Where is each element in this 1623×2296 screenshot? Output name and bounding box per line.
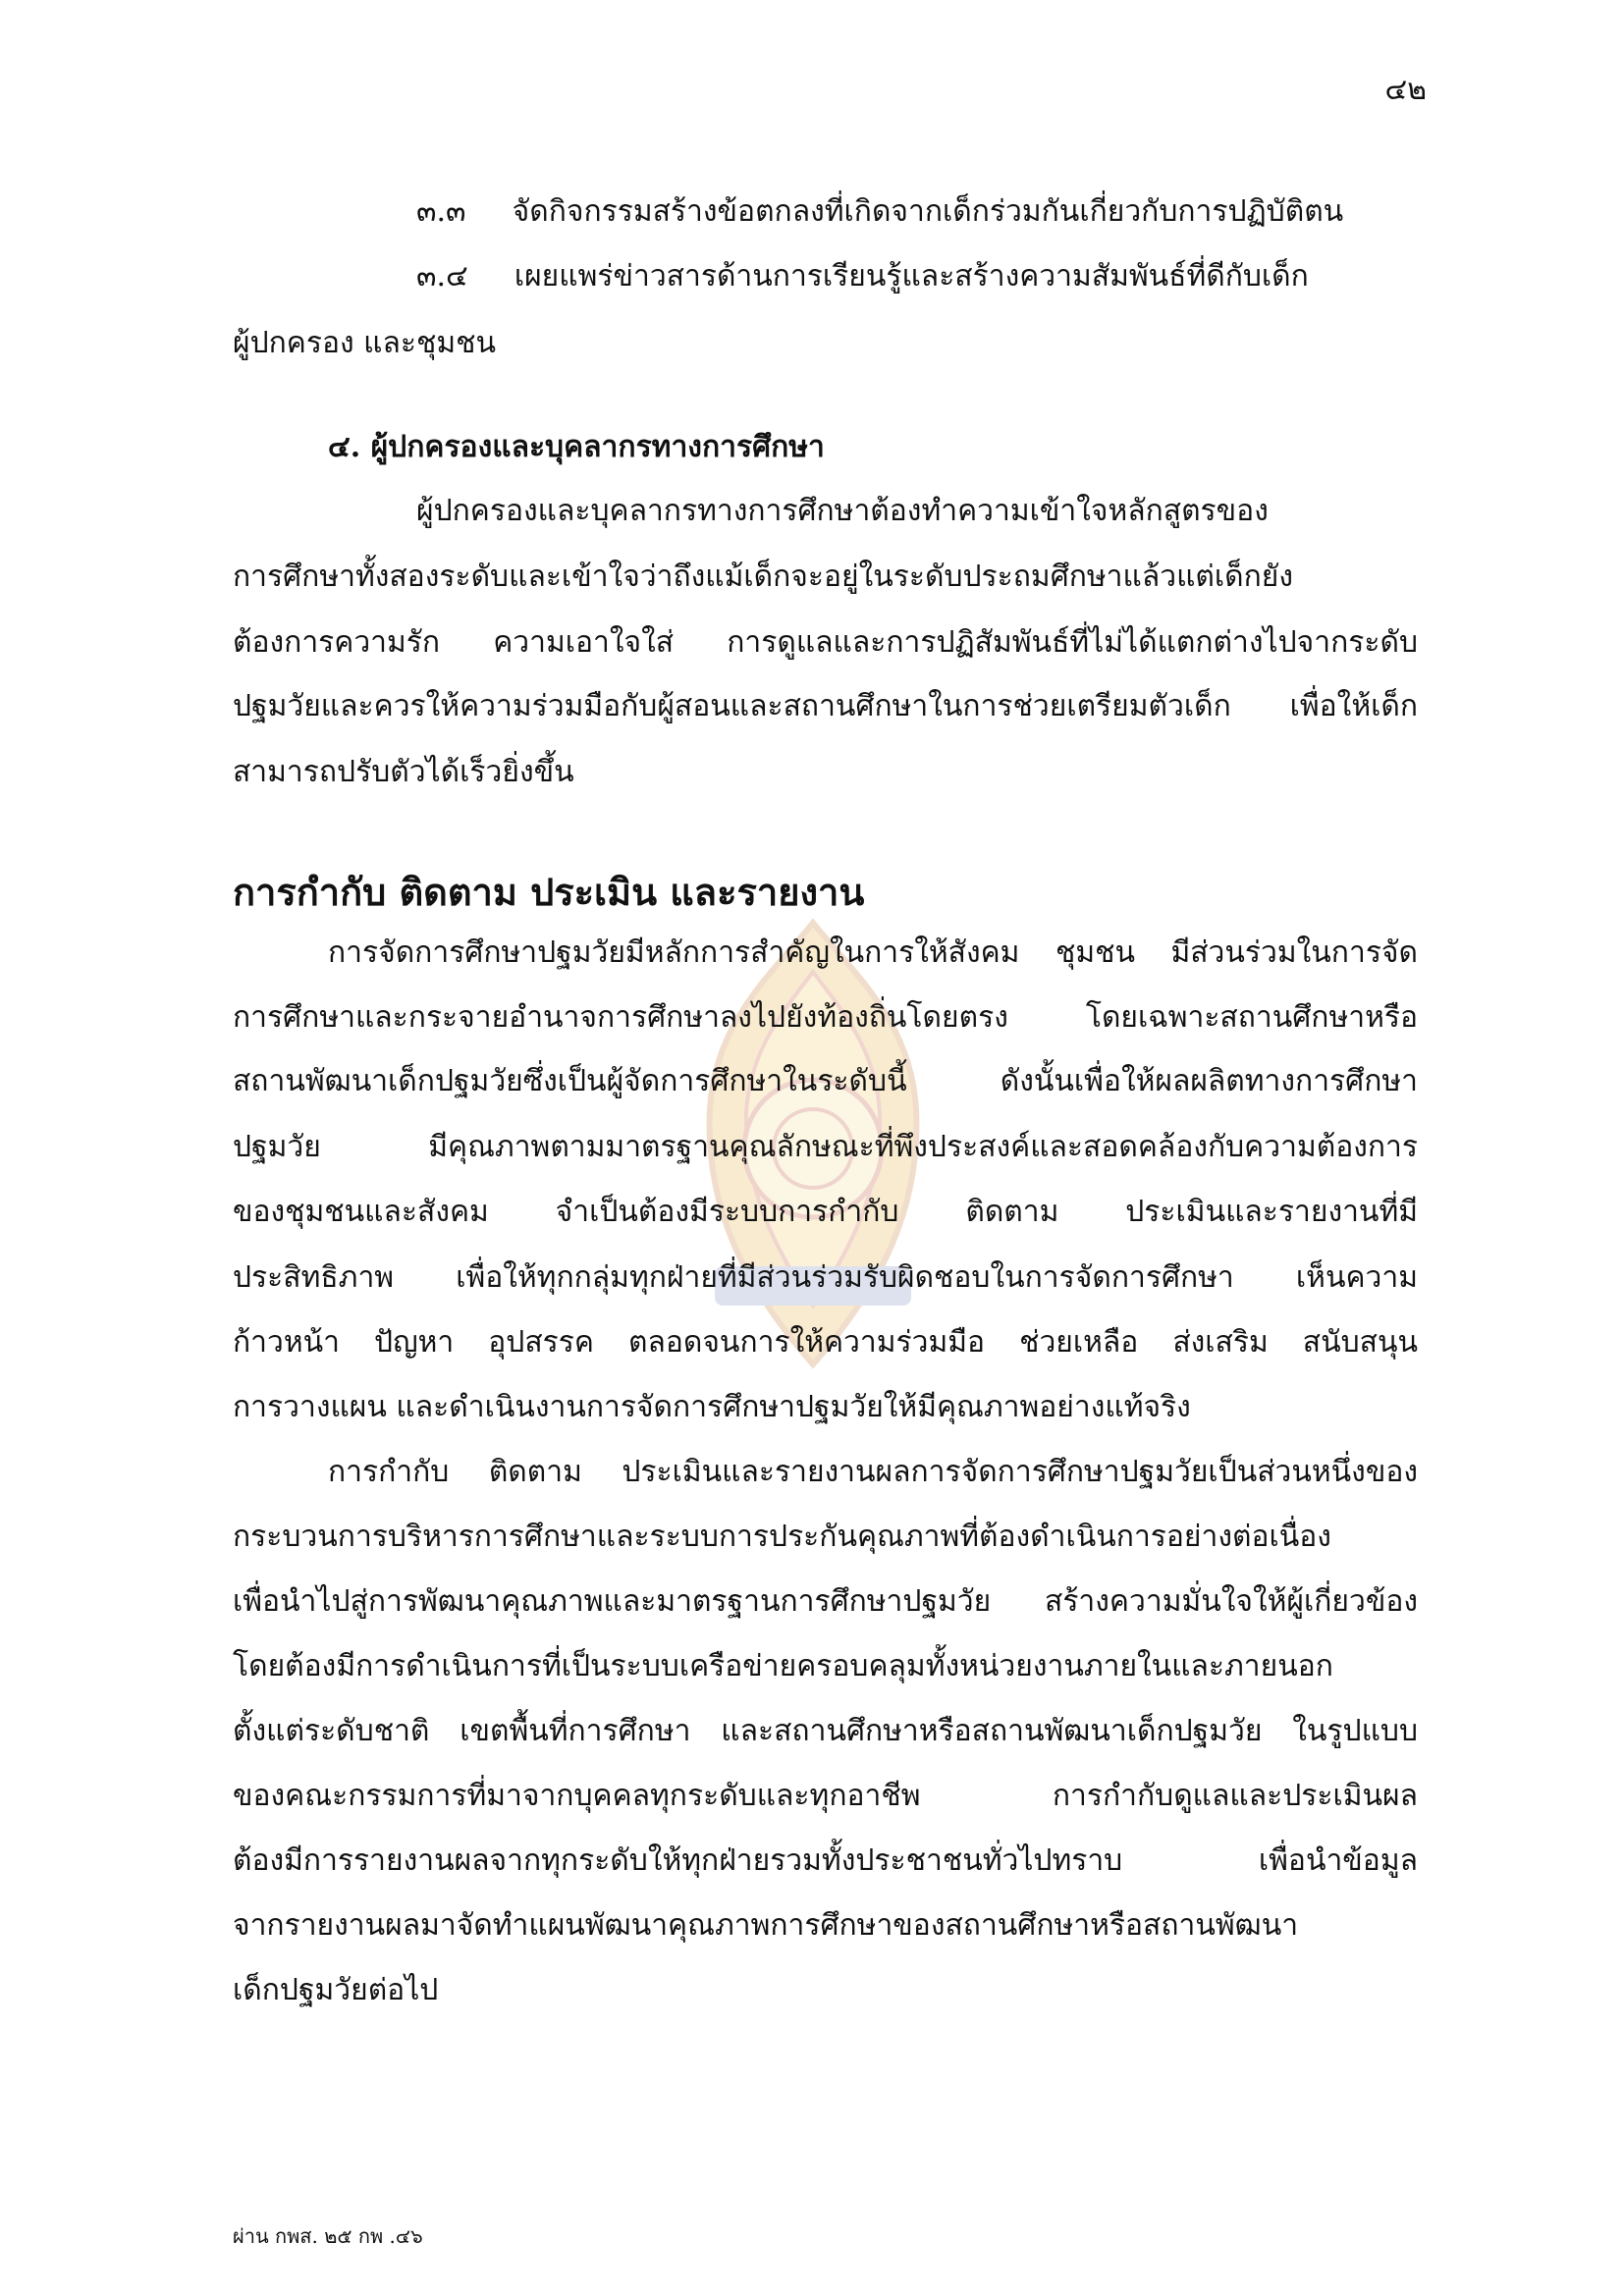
paragraph-line: ประสิทธิภาพ เพื่อให้ทุกกลุ่มทุกฝ่ายที่มีส่วนร่วมรับผิดชอบในการจัดการศึกษา เห็นความ (233, 1260, 1418, 1295)
paragraph-line: สามารถปรับตัวได้เร็วยิ่งขึ้น (233, 755, 574, 789)
paragraph-line: การศึกษาทั้งสองระดับและเข้าใจว่าถึงแม้เด็กจะอยู่ในระดับประถมศึกษาแล้วแต่เด็กยัง (233, 560, 1294, 594)
paragraph-line: การวางแผน และดำเนินงานการจัดการศึกษาปฐมวัยให้มีคุณภาพอย่างแท้จริง (233, 1390, 1191, 1424)
paragraph-line: ปฐมวัยและควรให้ความร่วมมือกับผู้สอนและสถานศึกษาในการช่วยเตรียมตัวเด็ก เพื่อให้เด็ก (233, 689, 1418, 723)
section-4-heading: ๔. ผู้ปกครองและบุคลากรทางการศึกษา (328, 430, 825, 464)
paragraph-line: ของชุมชนและสังคม จำเป็นต้องมีระบบการกำกับ ติดตาม ประเมินและรายงานที่มี (233, 1195, 1418, 1229)
paragraph-line: การศึกษาและกระจายอำนาจการศึกษาลงไปยังท้องถิ่นโดยตรง โดยเฉพาะสถานศึกษาหรือ (233, 1000, 1418, 1035)
list-item-3-3 (416, 192, 1343, 232)
paragraph-line: เพื่อนำไปสู่การพัฒนาคุณภาพและมาตรฐานการศึกษาปฐมวัย สร้างความมั่นใจให้ผู้เกี่ยวข้อง (233, 1584, 1418, 1619)
section-heading-monitoring: การกำกับ ติดตาม ประเมิน และรายงาน (233, 870, 865, 914)
paragraph-line: การกำกับ ติดตาม ประเมินและรายงานผลการจัดการศึกษาปฐมวัยเป็นส่วนหนึ่งของ (328, 1455, 1418, 1489)
paragraph-line: โดยต้องมีการดำเนินการที่เป็นระบบเครือข่ายครอบคลุมทั้งหน่วยงานภายในและภายนอก (233, 1649, 1333, 1683)
paragraph-line: กระบวนการบริหารการศึกษาและระบบการประกันคุณภาพที่ต้องดำเนินการอย่างต่อเนื่อง (233, 1520, 1331, 1554)
paragraph-line: เด็กปฐมวัยต่อไป (233, 1973, 439, 2007)
paragraph-line: ปฐมวัย มีคุณภาพตามมาตรฐานคุณลักษณะที่พึงประสงค์และสอดคล้องกับความต้องการ (233, 1130, 1418, 1164)
paragraph-line: ก้าวหน้า ปัญหา อุปสรรค ตลอดจนการให้ความร่วมมือ ช่วยเหลือ ส่งเสริม สนับสนุน (233, 1325, 1418, 1360)
list-item-continuation: ผู้ปกครอง และชุมชน (233, 326, 497, 360)
footer-note: ผ่าน กพส. ๒๕ กพ .๔๖ (233, 2224, 423, 2248)
paragraph-line: จากรายงานผลมาจัดทำแผนพัฒนาคุณภาพการศึกษาของสถานศึกษาหรือสถานพัฒนา (233, 1908, 1299, 1943)
paragraph-line: ผู้ปกครองและบุคลากรทางการศึกษาต้องทำความเข้าใจหลักสูตรของ (416, 494, 1269, 528)
list-item-3-4 (416, 257, 1309, 296)
paragraph-line: ต้องการความรัก ความเอาใจใส่ การดูแลและการปฏิสัมพันธ์ที่ไม่ได้แตกต่างไปจากระดับ (233, 625, 1418, 660)
list-item-number: ๓.๓ (416, 194, 466, 229)
list-item-text: จัดกิจกรรมสร้างข้อตกลงที่เกิดจากเด็กร่วมกันเกี่ยวกับการปฏิบัติตน (512, 194, 1344, 229)
paragraph-line: สถานพัฒนาเด็กปฐมวัยซึ่งเป็นผู้จัดการศึกษาในระดับนี้ ดังนั้นเพื่อให้ผลผลิตทางการศึกษา (233, 1064, 1418, 1098)
list-item-number: ๓.๔ (416, 259, 468, 294)
page-number: ๔๒ (1384, 73, 1427, 107)
paragraph-line: ต้องมีการรายงานผลจากทุกระดับให้ทุกฝ่ายรวมทั้งประชาชนทั่วไปทราบ เพื่อนำข้อมูล (233, 1843, 1418, 1878)
paragraph-line: ของคณะกรรมการที่มาจากบุคคลทุกระดับและทุกอาชีพ การกำกับดูแลและประเมินผล (233, 1779, 1418, 1813)
paragraph-line: ตั้งแต่ระดับชาติ เขตพื้นที่การศึกษา และสถานศึกษาหรือสถานพัฒนาเด็กปฐมวัย ในรูปแบบ (233, 1714, 1418, 1748)
paragraph-line: การจัดการศึกษาปฐมวัยมีหลักการสำคัญในการให้สังคม ชุมชน มีส่วนร่วมในการจัด (328, 935, 1418, 970)
list-item-text: เผยแพร่ข่าวสารด้านการเรียนรู้และสร้างความสัมพันธ์ที่ดีกับเด็ก (514, 259, 1309, 294)
